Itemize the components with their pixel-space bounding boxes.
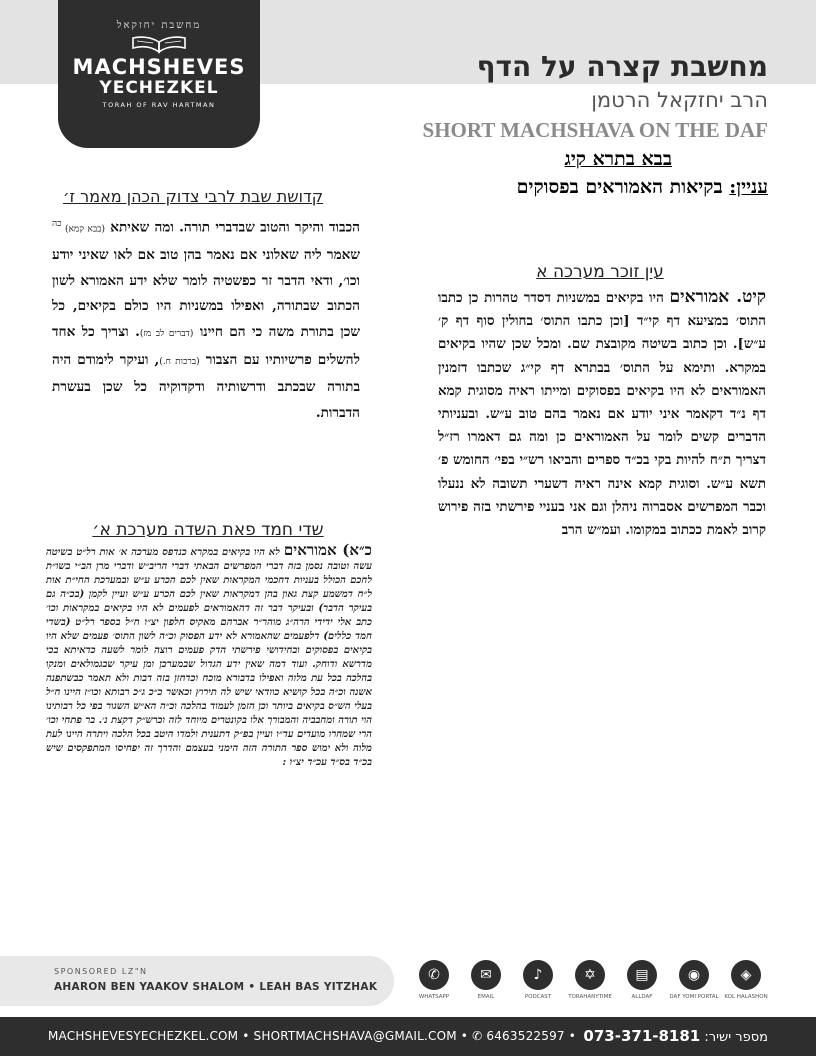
link-icons: [408, 960, 778, 1006]
sponsor-banner: [0, 956, 394, 1006]
shdei-section-title: שדי חמד פאת השדה מערכת א׳: [92, 520, 324, 540]
shdei-scanned-text: [46, 543, 372, 883]
torahanytime-label: TORAHANYTIME: [568, 994, 612, 1000]
left-text-c: . וצריך כל אחד להשלים פרשיותיו עם הצבור: [52, 323, 360, 368]
logo-tagline: TORAH OF RAV HARTMAN: [102, 101, 216, 109]
sponsor-label: SPONSORED LZ"N: [54, 967, 148, 976]
left-text-a: הכבוד והיקר והטוב שבדברי תורה. ומה שאיתא: [105, 219, 361, 236]
sponsor-names: AHARON BEN YAAKOV SHALOM • LEAH BAS YITZHAK: [54, 981, 378, 993]
page-title-hebrew: מחשבת קצרה על הדף: [476, 50, 768, 83]
page-title-english: SHORT MACHSHAVA ON THE DAF: [422, 118, 768, 142]
podcast-link[interactable]: [512, 960, 564, 1000]
author-name: הרב יחזקאל הרטמן: [591, 88, 768, 112]
torahanytime-icon: ✡: [575, 960, 605, 990]
whatsapp-link[interactable]: [408, 960, 460, 1000]
topic-line: [517, 176, 768, 199]
right-section-body: היו בקיאים במשניות דסדר טהרות כן כתבו התוס׳ במציעא דף קי״ד [וכן כתבו התוס׳ בחולין סוף דף ק׳ ע״ש]. וכן כתוב בשיטה מקובצת שם. ומכל שכן שהיו בקיאים במקרא. ותימא על התוס׳ בבתרא דף קי״ג שכתבו דזמנין האמוראים לא היו בקיאים בפסוקים ומייתו ראיה מסוגית קמא דף נ״ד דקאמר איני יודע אם נאמר בהם טוב ע״ש. ובעניותי הדברים קשים לומר על האמוראים כן ומה גם דאמרו רז״ל דצריך ת״ח להיות בקי בכ״ד ספרים והביאו רש״י בפי׳ החומש פ׳ תשא ע״ש. וסוגית קמא אינה ראיה דשערי תשובה לא ננעלו וכבר המפרשים אסברוה ניהלן וגם אני בעניי פירשתי בזה פירוש קרוב לאמת ככתוב במקומו. ועמ״ש הרב: [438, 290, 766, 539]
footer-contacts: MACHSHEVESYECHEZKEL.COM • SHORTMACHSHAVA@GMAIL.COM • ✆ 6463522597 •: [48, 1029, 577, 1043]
email-link[interactable]: [460, 960, 512, 1000]
podcast-icon: ♪: [523, 960, 553, 990]
logo: [58, 0, 260, 148]
logo-name-line1: MACHSHEVES: [72, 55, 246, 79]
daf-reference: בבא בתרא קיג: [564, 148, 672, 170]
phone-icon: ✆: [472, 1029, 483, 1043]
alldaf-icon: ▤: [627, 960, 657, 990]
shdei-section-body: לא היו בקיאים במקרא כנדפס מערכה א׳ אות רל״ט בשיטה עשה וטובה נסמן בזה דברי המפרשים הבאתי דברי הריב״ש ודברי מרן הב״י בשו״ת לחכם הכולל בעניות דחכמי המקראות שאין לכם הכרע ע״ש ובמערכת החי״ת אות ל״ח דמשמע קצת גאון בהן דמקראות שאין לכם הכרע ע״ש ועיין לקמן (בכ״ה גם בעיקר הדבר) ובעיקר דבר זה דהאמוראים לפעמים לא היו בקיאים במקראות וכו׳ כתב אלי ידידי הרה״ג מוהר״ר אברהם מאקיס חלפון יצ״ו ח״ל בספר רל״ט (בשדי חמד כללים) דלפעמים שהאמורא לא ידע הפסוק וכ״ה לשון התוס׳ פעמים שלא היו בקיאים בפסוקים ובחידושי פירשתי הדק פעמים רוצה לומר לשעה כדאיתא בכי מדרשא ודוחק. ועוד דמה שאין ידע הגדול שבמערכן ומן עיקר שבגמולאים ומנקו בהלכה בכל עת מלוה ואפילו בדבורא מוכח וכדחזן בזה דבות ולא תאמר כבשתפנה אשנה וכ״ה בכל קושיא כוודאי שיש לה תירוץ וכאשר כ״כ ג״כ רבותא וכו״ז היינו ח״ל בעלי הש״ס בקיאים ביותר וכן הזמן לעמוד בהלכה וכ״ה הא״ש השגור בפי כל רבותינו הוי תורה ומחבביה והמבורך אלו בקונטרים מיוחד לזה וכרש״ק דקצת נ׳. בר פתחי וכו׳ הרי שמחרו מועדים עד״ו ועיין בפ״ק דתענית ולמדו היטב בכל הלכה ויתרה היינו לעת מלוה ולא ימוש ספר התורה הזה הימני בעצמם והדרך זה יפחיסו המתפקסים שיש בכ״ד בס״ד עכ״ד יצ״ו :: [46, 547, 372, 768]
shdei-section-lead: כ״א) אמוראים: [283, 543, 372, 559]
footer-bar: [0, 1017, 816, 1056]
email-address-link[interactable]: SHORTMACHSHAVA@GMAIL.COM: [253, 1029, 457, 1043]
dafyomi-portal-link[interactable]: [668, 960, 720, 1000]
direct-phone-number[interactable]: 073-371-8181: [583, 1027, 701, 1045]
topic-text: בקיאות האמוראים בפסוקים: [516, 176, 723, 198]
source-ref-berachos: (ברכות ח.): [159, 356, 200, 367]
torahanytime-link[interactable]: [564, 960, 616, 1000]
podcast-label: PODCAST: [524, 994, 552, 1000]
direct-phone: [583, 1027, 768, 1045]
left-section-title: קדושת שבת לרבי צדוק הכהן מאמר ז׳: [62, 187, 324, 206]
whatsapp-icon: ✆: [419, 960, 449, 990]
right-section-text: [438, 286, 766, 542]
whatsapp-number[interactable]: 6463522597: [486, 1029, 565, 1043]
kolhalashon-link[interactable]: [720, 960, 772, 1000]
logo-hebrew: מחשבת יחזקאל: [116, 20, 202, 31]
left-text-d: , ועיקר לימודם היה בתורה שבכתב ודרשותיה ודקדוקיה כל שכן בעשרת הדברות.: [52, 351, 360, 421]
email-label: EMAIL: [477, 994, 495, 1000]
source-ref-page: כה: [52, 219, 65, 229]
alldaf-label: ALLDAF: [631, 994, 653, 1000]
dafyomi-portal-icon: ◉: [679, 960, 709, 990]
left-text-b: שאמר ליה שאלוני אם נאמר בהן טוב אם לאו שאיני יודע וכו׳, ודאי הדבר זר כפשטיה לומר שלא ידע האמורא לשון הכתוב שבתורה, ואפילו במשניות היו כולם בקיאים, כל שכן בתורת משה כי הם חיינו: [52, 247, 361, 340]
open-book-icon: [129, 34, 189, 54]
right-section-title: עין זוכר מערכה א: [536, 262, 664, 282]
direct-phone-label: מספר ישיר:: [704, 1030, 768, 1045]
kolhalashon-icon: ◈: [731, 960, 761, 990]
topic-label: עניין:: [729, 176, 768, 198]
right-section-lead: קיט. אמוראים: [669, 287, 766, 307]
left-section-text: [52, 210, 360, 426]
logo-name-line2: YECHEZKEL: [99, 78, 219, 98]
source-ref-devarim: (דברים לב מז): [139, 328, 194, 339]
kolhalashon-label: KOL HALASHON: [724, 994, 768, 1000]
website-link[interactable]: MACHSHEVESYECHEZKEL.COM: [48, 1029, 239, 1043]
source-ref-bava-kamma: (בבא קמא): [64, 224, 106, 235]
whatsapp-label: WHATSAPP: [418, 994, 450, 1000]
alldaf-link[interactable]: [616, 960, 668, 1000]
email-icon: ✉: [471, 960, 501, 990]
dafyomi-portal-label: DAF YOMI PORTAL: [669, 994, 719, 1000]
